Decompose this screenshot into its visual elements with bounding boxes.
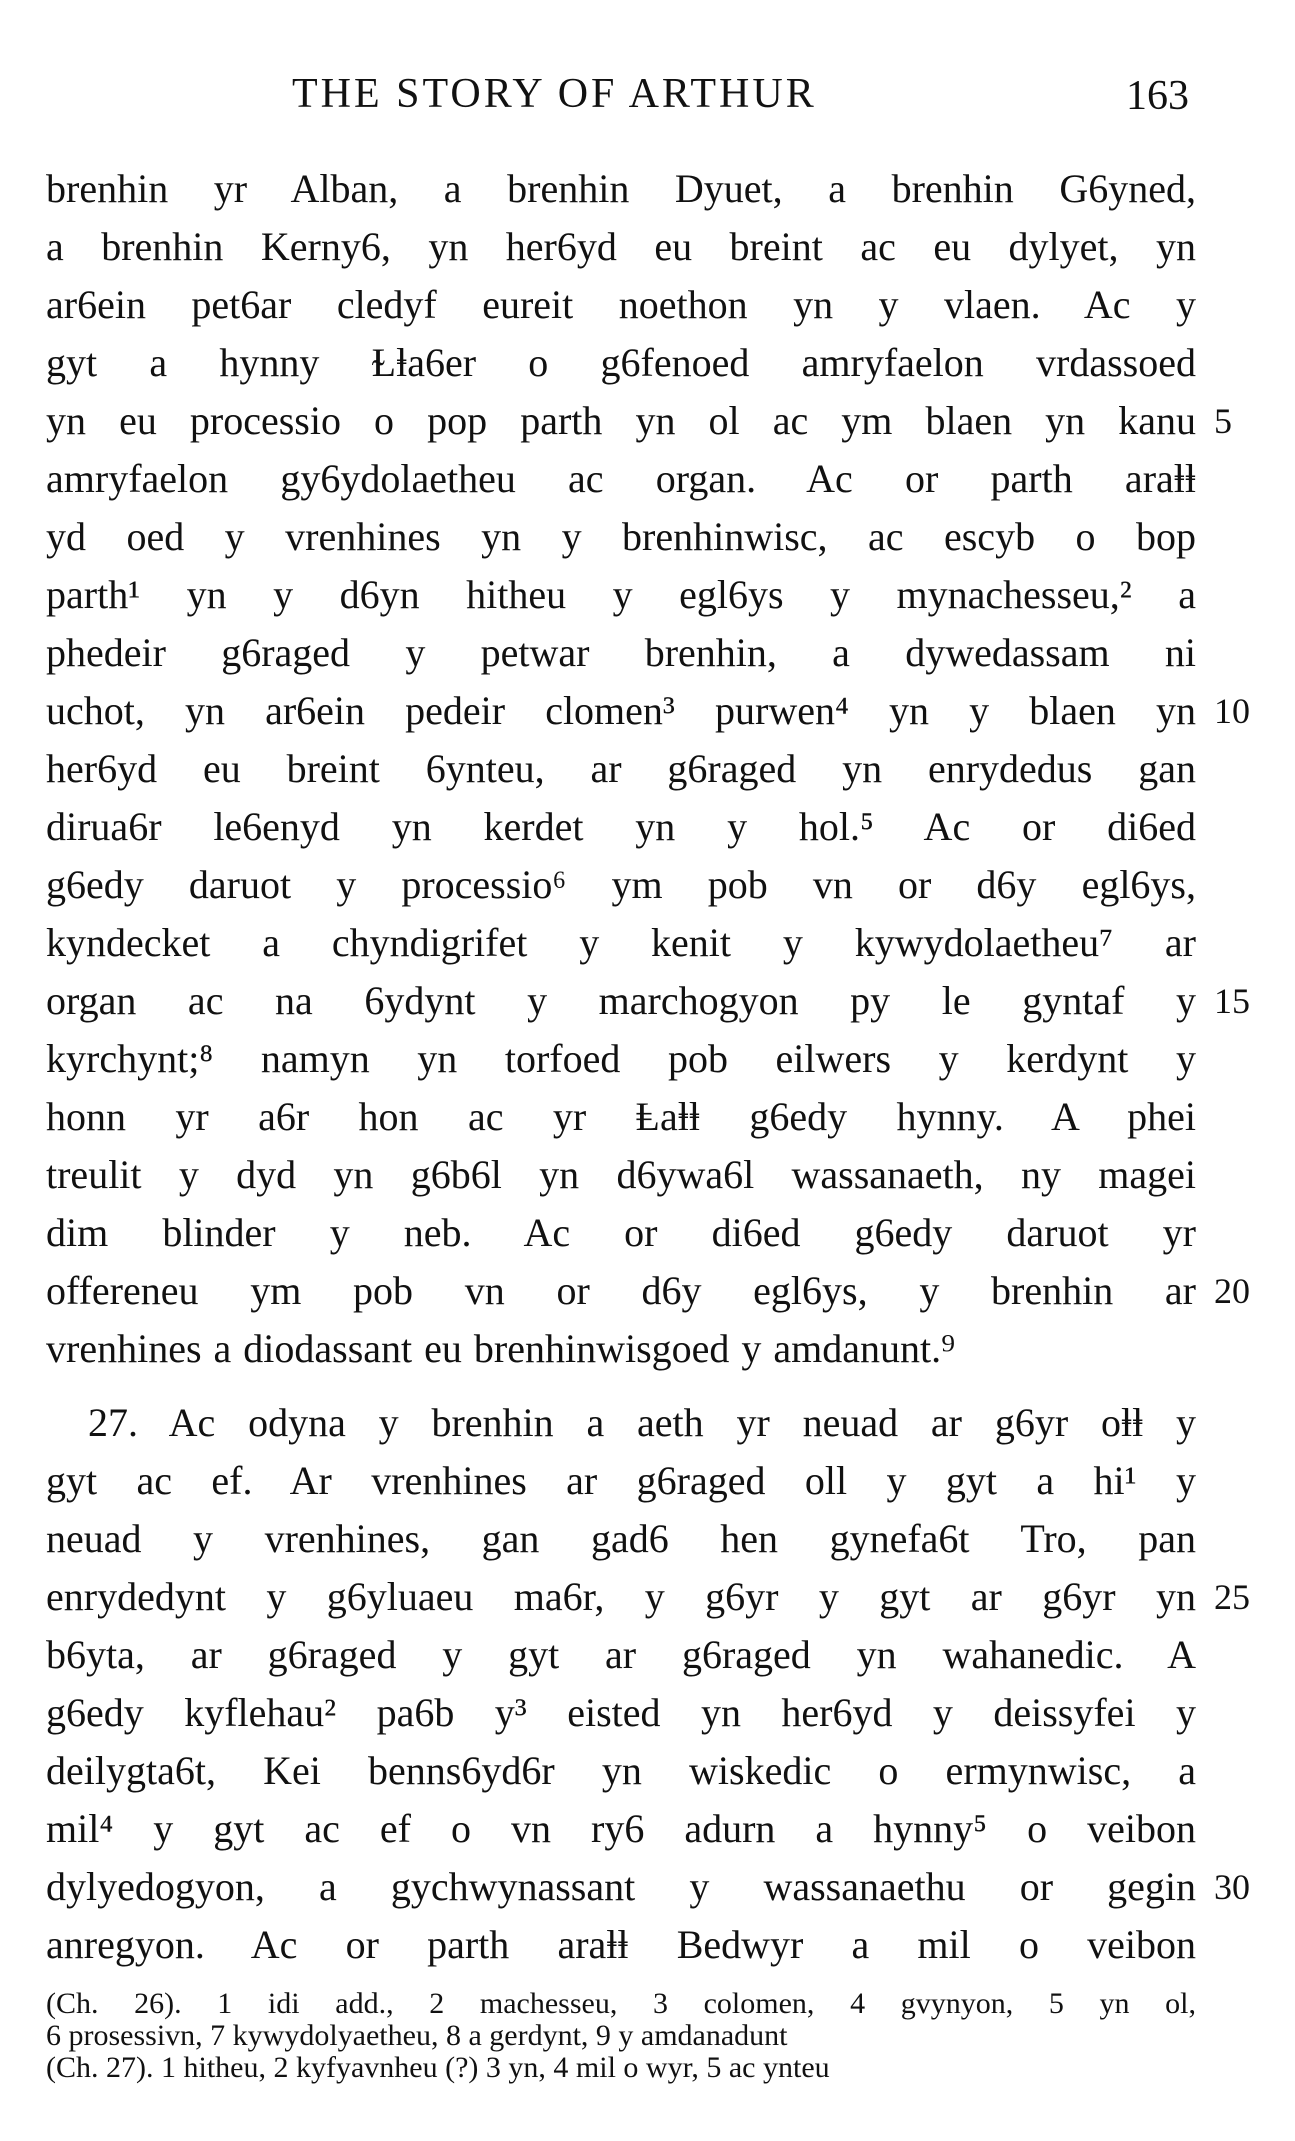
text-line-10: uchot, yn ar6ein pedeir clomen³ purwen⁴ yn y blaen yn 10 [46,682,1196,740]
text-line-21: vrenhines a diodassant eu brenhinwisgoed y amdanunt.⁹ [46,1326,956,1371]
body-text [46,160,1250,1974]
text-line-7: yd oed y vrenhines yn y brenhinwisc, ac escyb o bop [46,514,1196,559]
footnote-line-3: (Ch. 27). 1 hitheu, 2 kyfyavnheu (?) 3 yn, 4 mil o wyr, 5 ac ynteu [46,2051,830,2084]
text-line-22: 27. Ac odyna y brenhin a aeth yr neuad ar g6yr oⱡⱡ y [88,1400,1196,1445]
text-line-1: brenhin yr Alban, a brenhin Dyuet, a brenhin G6yned, [46,166,1196,211]
page-number: 163 [1126,73,1189,119]
text-line-17: honn yr a6r hon ac yr Ⱡaⱡⱡ g6edy hynny. A phei [46,1094,1196,1139]
text-line-16: kyrchynt;⁸ namyn yn torfoed pob eilwers y kerdynt y [46,1036,1196,1081]
text-line-8: parth¹ yn y d6yn hitheu y egl6ys y mynachesseu,² a [46,572,1196,617]
text-line-13: g6edy daruot y processio⁶ ym pob vn or d6y egl6ys, [46,862,1196,907]
text-line-3: ar6ein pet6ar cledyf eureit noethon yn y vlaen. Ac y [46,282,1196,327]
text-line-5: yn eu processio o pop parth yn ol ac ym blaen yn kanu 5 [46,392,1196,450]
text-line-11: her6yd eu breint 6ynteu, ar g6raged yn enrydedus gan [46,746,1196,791]
text-line-15: organ ac na 6ydynt y marchogyon py le gyntaf y 15 [46,972,1196,1030]
text-line-12: diruа6r le6enyd yn kerdet yn y hol.⁵ Ac or di6ed [46,804,1196,849]
text-line-20: offereneu ym pob vn or d6y egl6ys, y brenhin ar 20 [46,1262,1196,1320]
text-line-23: gyt ac ef. Ar vrenhines ar g6raged oll y gyt a hi¹ y [46,1458,1196,1503]
footnote-line-2: 6 prosessivn, 7 kywydolyaetheu, 8 a gerdynt, 9 y amdanadunt [46,2019,788,2052]
line-number-25: 25 [1214,1577,1250,1617]
text-line-26: b6yta, ar g6raged y gyt ar g6raged yn wahanedic. A [46,1632,1196,1677]
text-line-2: a brenhin Kerny6, yn her6yd eu breint ac eu dylyet, yn [46,224,1196,269]
text-line-27: g6edy kyflehau² pa6b y³ eisted yn her6yd y deissyfei y [46,1690,1196,1735]
text-line-24: neuad y vrenhines, gan gad6 hen gynefa6t Tro, pan [46,1516,1196,1561]
line-number-10: 10 [1214,691,1250,731]
text-line-4: gyt a hynny Ɫⱡa6er o g6fenoed amryfaelon vrdassoed [46,340,1196,385]
text-line-9: phedeir g6raged y petwar brenhin, a dywedassam ni [46,630,1196,675]
footnote-line-1: (Ch. 26). 1 idi add., 2 machesseu, 3 colomen, 4 gvynyon, 5 yn ol, [46,1987,1196,2020]
line-number-15: 15 [1214,981,1250,1021]
text-line-28: deilygta6t, Kei benns6yd6r yn wiskedic o ermynwisc, a [46,1748,1196,1793]
text-line-6: amryfaelon gy6ydolaetheu ac organ. Ac or parth araⱡⱡ [46,456,1196,501]
line-number-30: 30 [1214,1867,1250,1907]
line-number-5: 5 [1214,401,1232,441]
running-head [0,70,1295,130]
text-line-18: treulit y dyd yn g6b6l yn d6ywa6l wassanaeth, ny magei [46,1152,1196,1197]
text-line-19: dim blinder y neb. Ac or di6ed g6edy daruot yr [46,1210,1196,1255]
text-line-14: kyndecket a chyndigrifet y kenit y kywydolaetheu⁷ ar [46,920,1196,965]
text-line-29: mil⁴ y gyt ac ef o vn ry6 adurn a hynny⁵ o veibon [46,1806,1196,1851]
text-line-25: enrydedynt y g6yluaeu ma6r, y g6yr y gyt ar g6yr yn 25 [46,1568,1196,1626]
text-line-30: dylyedogyon, a gychwynassant y wassanaethu or gegin 30 [46,1858,1196,1916]
line-number-20: 20 [1214,1271,1250,1311]
footnotes [46,1988,1196,2084]
running-title: THE STORY OF ARTHUR [292,71,817,117]
text-line-31: anregyon. Ac or parth araⱡⱡ Bedwyr a mil o veibon [46,1922,1196,1967]
